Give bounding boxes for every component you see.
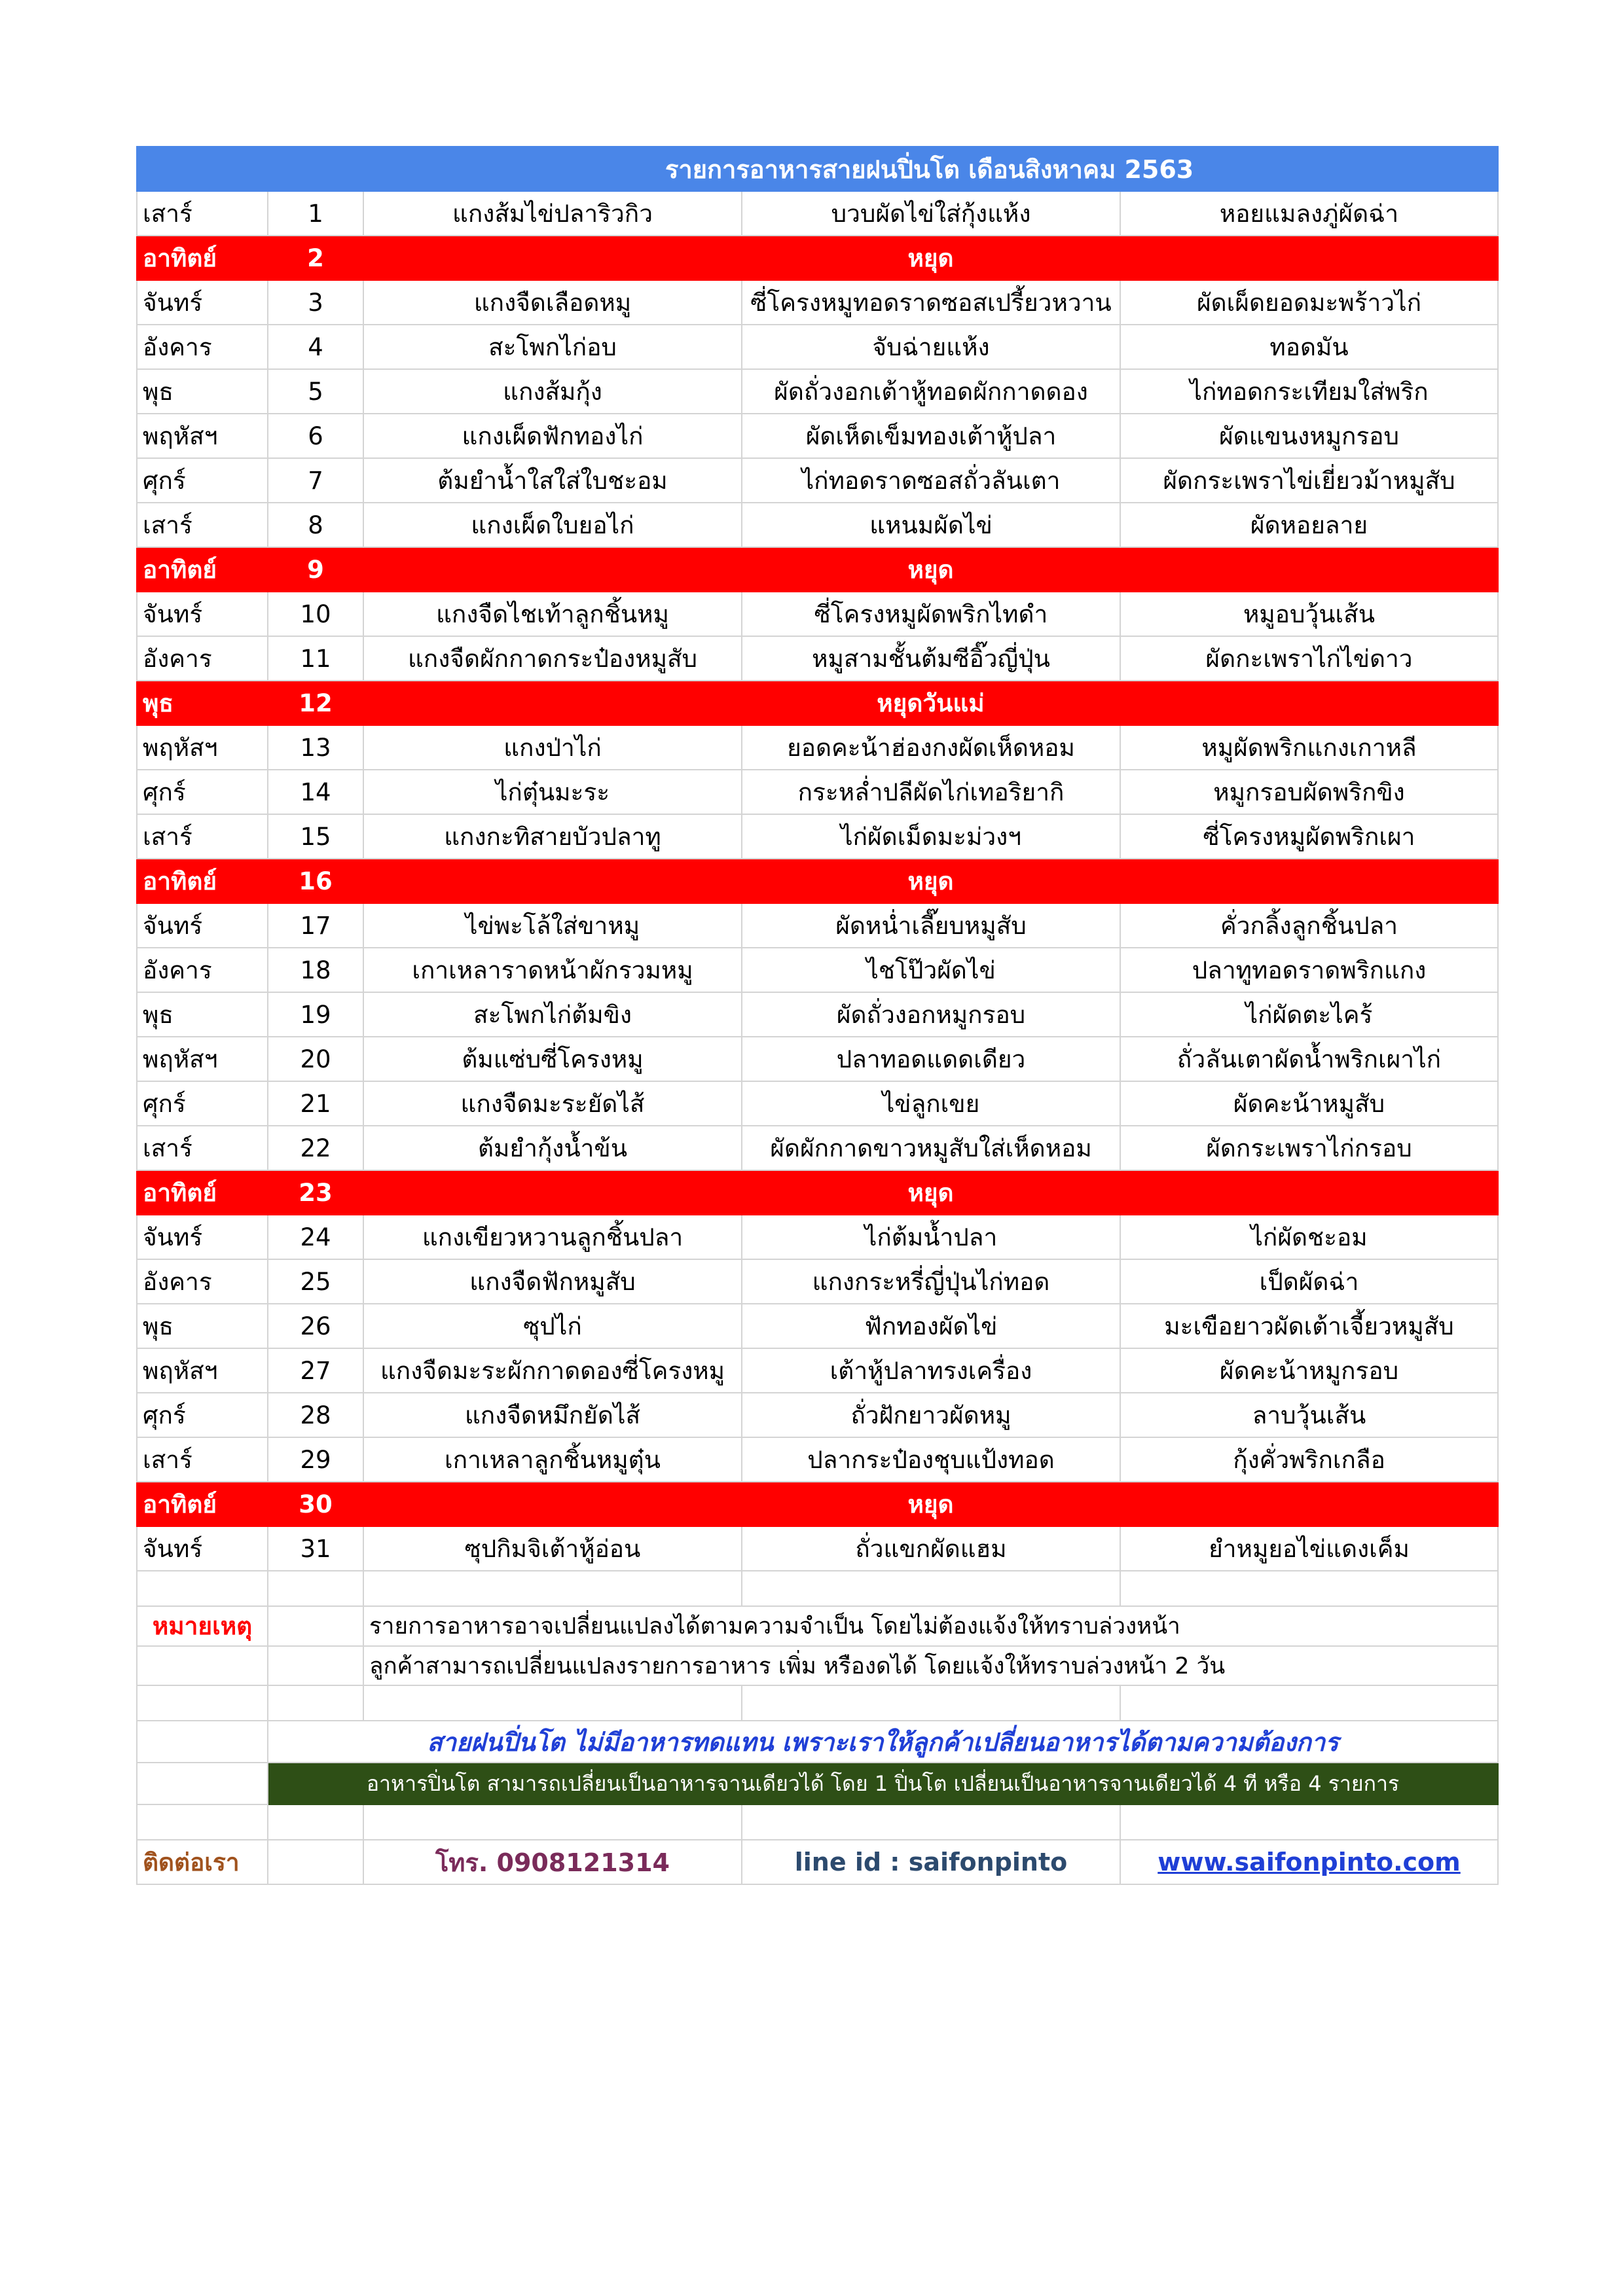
date-cell: 4 bbox=[268, 325, 363, 369]
dish-3-cell: ถั่วลันเตาผัดน้ำพริกเผาไก่ bbox=[1120, 1037, 1498, 1081]
spacer-row bbox=[137, 1685, 1498, 1721]
date-cell: 5 bbox=[268, 369, 363, 414]
date-cell: 27 bbox=[268, 1348, 363, 1393]
dish-1-cell: แกงจืดเลือดหมู bbox=[363, 280, 742, 325]
contact-phone[interactable]: โทร. 0908121314 bbox=[363, 1840, 742, 1884]
notes-row-2 bbox=[137, 1646, 1498, 1685]
dish-1-cell: ต้มแซ่บซี่โครงหมู bbox=[363, 1037, 742, 1081]
date-cell: 7 bbox=[268, 458, 363, 503]
day-cell: ศุกร์ bbox=[137, 770, 268, 814]
menu-row bbox=[137, 280, 1498, 325]
day-cell: อาทิตย์ bbox=[137, 547, 268, 592]
header-cell-date bbox=[268, 147, 363, 191]
date-cell: 30 bbox=[268, 1482, 363, 1526]
dish-1-cell: แกงจืดมะระยัดไส้ bbox=[363, 1081, 742, 1126]
menu-row bbox=[137, 1393, 1498, 1437]
dish-3-cell: ซี่โครงหมูผัดพริกเผา bbox=[1120, 814, 1498, 859]
day-cell: ศุกร์ bbox=[137, 1393, 268, 1437]
dish-2-cell: แกงกระหรี่ญี่ปุ่นไก่ทอด bbox=[742, 1259, 1120, 1304]
dish-3-cell: หมูอบวุ้นเส้น bbox=[1120, 592, 1498, 636]
date-cell: 29 bbox=[268, 1437, 363, 1482]
dish-3-cell: ผัดคะน้าหมูสับ bbox=[1120, 1081, 1498, 1126]
day-cell: จันทร์ bbox=[137, 280, 268, 325]
day-cell: อาทิตย์ bbox=[137, 1170, 268, 1215]
dish-1-cell: สะโพกไก่อบ bbox=[363, 325, 742, 369]
date-cell: 28 bbox=[268, 1393, 363, 1437]
date-cell: 23 bbox=[268, 1170, 363, 1215]
day-cell: อาทิตย์ bbox=[137, 859, 268, 903]
date-cell: 25 bbox=[268, 1259, 363, 1304]
dish-1-cell: เกาเหลาลูกชิ้นหมูตุ๋น bbox=[363, 1437, 742, 1482]
day-cell: พุธ bbox=[137, 1304, 268, 1348]
dish-1-cell: แกงกะทิสายบัวปลาทู bbox=[363, 814, 742, 859]
dish-3-cell: หอยแมลงภู่ผัดฉ่า bbox=[1120, 191, 1498, 236]
dish-1-cell: ซุปไก่ bbox=[363, 1304, 742, 1348]
date-cell: 9 bbox=[268, 547, 363, 592]
dish-3-cell: ผัดคะน้าหมูกรอบ bbox=[1120, 1348, 1498, 1393]
date-cell: 20 bbox=[268, 1037, 363, 1081]
dish-3-cell: ยำหมูยอไข่แดงเค็ม bbox=[1120, 1526, 1498, 1571]
dish-1-cell: แกงส้มไข่ปลาริวกิว bbox=[363, 191, 742, 236]
holiday-row bbox=[137, 1482, 1498, 1526]
dish-2-cell: แหนมผัดไข่ bbox=[742, 503, 1120, 547]
menu-row bbox=[137, 325, 1498, 369]
dish-2-cell: ผัดถั่วงอกเต้าหู้ทอดผักกาดดอง bbox=[742, 369, 1120, 414]
day-cell: เสาร์ bbox=[137, 191, 268, 236]
holiday-label: หยุด bbox=[363, 1170, 1498, 1215]
slogan-row bbox=[137, 1721, 1498, 1763]
contact-line-id[interactable]: line id : saifonpinto bbox=[742, 1840, 1120, 1884]
dish-3-cell: กุ้งคั่วพริกเกลือ bbox=[1120, 1437, 1498, 1482]
menu-row bbox=[137, 592, 1498, 636]
menu-row bbox=[137, 191, 1498, 236]
date-cell: 18 bbox=[268, 948, 363, 992]
dish-2-cell: หมูสามชั้นต้มซีอิ๊วญี่ปุ่น bbox=[742, 636, 1120, 681]
date-cell: 8 bbox=[268, 503, 363, 547]
day-cell: เสาร์ bbox=[137, 814, 268, 859]
dish-1-cell: แกงเผ็ดใบยอไก่ bbox=[363, 503, 742, 547]
date-cell: 16 bbox=[268, 859, 363, 903]
dish-3-cell: ผัดเผ็ดยอดมะพร้าวไก่ bbox=[1120, 280, 1498, 325]
contact-row bbox=[137, 1840, 1498, 1884]
spacer-row bbox=[137, 1571, 1498, 1606]
menu-row bbox=[137, 1081, 1498, 1126]
dish-3-cell: ผัดกะเพราไก่ไข่ดาว bbox=[1120, 636, 1498, 681]
menu-row bbox=[137, 1526, 1498, 1571]
menu-row bbox=[137, 1037, 1498, 1081]
date-cell: 6 bbox=[268, 414, 363, 458]
sheet-title: รายการอาหารสายฝนปิ่นโต เดือนสิงหาคม 2563 bbox=[363, 147, 1498, 191]
menu-row bbox=[137, 1215, 1498, 1259]
date-cell: 11 bbox=[268, 636, 363, 681]
date-cell: 3 bbox=[268, 280, 363, 325]
date-cell: 15 bbox=[268, 814, 363, 859]
menu-row bbox=[137, 992, 1498, 1037]
date-cell: 17 bbox=[268, 903, 363, 948]
menu-table bbox=[136, 146, 1499, 1885]
date-cell: 10 bbox=[268, 592, 363, 636]
dish-1-cell: แกงจืดหมึกยัดไส้ bbox=[363, 1393, 742, 1437]
dish-1-cell: แกงจืดฟักหมูสับ bbox=[363, 1259, 742, 1304]
day-cell: พุธ bbox=[137, 369, 268, 414]
dish-1-cell: ซุปกิมจิเต้าหู้อ่อน bbox=[363, 1526, 742, 1571]
date-cell: 13 bbox=[268, 725, 363, 770]
dish-3-cell: ปลาทูทอดราดพริกแกง bbox=[1120, 948, 1498, 992]
dish-1-cell: เกาเหลาราดหน้าผักรวมหมู bbox=[363, 948, 742, 992]
holiday-row bbox=[137, 859, 1498, 903]
dish-3-cell: ผัดกระเพราไข่เยี่ยวม้าหมูสับ bbox=[1120, 458, 1498, 503]
holiday-label: หยุด bbox=[363, 547, 1498, 592]
day-cell: พฤหัสฯ bbox=[137, 1348, 268, 1393]
day-cell: อังคาร bbox=[137, 1259, 268, 1304]
holiday-label: หยุด bbox=[363, 236, 1498, 280]
dish-1-cell: แกงเขียวหวานลูกชิ้นปลา bbox=[363, 1215, 742, 1259]
dish-3-cell: เป็ดผัดฉ่า bbox=[1120, 1259, 1498, 1304]
dish-2-cell: ถั่วฝักยาวผัดหมู bbox=[742, 1393, 1120, 1437]
menu-row bbox=[137, 414, 1498, 458]
dish-2-cell: ผัดผักกาดขาวหมูสับใส่เห็ดหอม bbox=[742, 1126, 1120, 1170]
day-cell: อังคาร bbox=[137, 636, 268, 681]
dish-2-cell: ยอดคะน้าฮ่องกงผัดเห็ดหอม bbox=[742, 725, 1120, 770]
header-row bbox=[137, 147, 1498, 191]
green-note-text: อาหารปิ่นโต สามารถเปลี่ยนเป็นอาหารจานเดียวได้ โดย 1 ปิ่นโต เปลี่ยนเป็นอาหารจานเดียวได้ 4 ที หรือ 4 รายการ bbox=[268, 1763, 1498, 1804]
day-cell: พฤหัสฯ bbox=[137, 1037, 268, 1081]
day-cell: เสาร์ bbox=[137, 1437, 268, 1482]
date-cell: 19 bbox=[268, 992, 363, 1037]
dish-2-cell: บวบผัดไข่ใส่กุ้งแห้ง bbox=[742, 191, 1120, 236]
dish-3-cell: คั่วกลิ้งลูกชิ้นปลา bbox=[1120, 903, 1498, 948]
date-cell: 26 bbox=[268, 1304, 363, 1348]
menu-row bbox=[137, 369, 1498, 414]
menu-row bbox=[137, 770, 1498, 814]
menu-row bbox=[137, 1304, 1498, 1348]
date-cell: 2 bbox=[268, 236, 363, 280]
menu-row bbox=[137, 1437, 1498, 1482]
notes-line-1: รายการอาหารอาจเปลี่ยนแปลงได้ตามความจำเป็น โดยไม่ต้องแจ้งให้ทราบล่วงหน้า bbox=[363, 1606, 1498, 1646]
notes-line-2: ลูกค้าสามารถเปลี่ยนแปลงรายการอาหาร เพิ่ม หรืองดได้ โดยแจ้งให้ทราบล่วงหน้า 2 วัน bbox=[363, 1646, 1498, 1685]
dish-2-cell: ปลากระป๋องชุบแป้งทอด bbox=[742, 1437, 1120, 1482]
menu-row bbox=[137, 725, 1498, 770]
slogan-text: สายฝนปิ่นโต ไม่มีอาหารทดแทน เพราะเราให้ลูกค้าเปลี่ยนอาหารได้ตามความต้องการ bbox=[268, 1721, 1498, 1763]
dish-3-cell: ไก่ทอดกระเทียมใส่พริก bbox=[1120, 369, 1498, 414]
dish-1-cell: แกงจืดไชเท้าลูกชิ้นหมู bbox=[363, 592, 742, 636]
day-cell: จันทร์ bbox=[137, 1526, 268, 1571]
dish-3-cell: ทอดมัน bbox=[1120, 325, 1498, 369]
dish-3-cell: ผัดหอยลาย bbox=[1120, 503, 1498, 547]
dish-1-cell: แกงจืดมะระผักกาดดองซี่โครงหมู bbox=[363, 1348, 742, 1393]
day-cell: เสาร์ bbox=[137, 503, 268, 547]
dish-2-cell: ไก่ผัดเม็ดมะม่วงฯ bbox=[742, 814, 1120, 859]
dish-1-cell: แกงป่าไก่ bbox=[363, 725, 742, 770]
menu-row bbox=[137, 458, 1498, 503]
day-cell: จันทร์ bbox=[137, 592, 268, 636]
notes-row-1 bbox=[137, 1606, 1498, 1646]
dish-2-cell: ผัดหน่ำเลี๊ยบหมูสับ bbox=[742, 903, 1120, 948]
dish-2-cell: ฟักทองผัดไข่ bbox=[742, 1304, 1120, 1348]
date-cell: 22 bbox=[268, 1126, 363, 1170]
dish-2-cell: ผัดเห็ดเข็มทองเต้าหู้ปลา bbox=[742, 414, 1120, 458]
notes-label: หมายเหตุ bbox=[137, 1606, 268, 1646]
menu-row bbox=[137, 503, 1498, 547]
dish-2-cell: ซี่โครงหมูทอดราดซอสเปรี้ยวหวาน bbox=[742, 280, 1120, 325]
day-cell: เสาร์ bbox=[137, 1126, 268, 1170]
dish-2-cell: ไชโป๊วผัดไข่ bbox=[742, 948, 1120, 992]
date-cell: 24 bbox=[268, 1215, 363, 1259]
holiday-label: หยุด bbox=[363, 859, 1498, 903]
date-cell: 31 bbox=[268, 1526, 363, 1571]
menu-row bbox=[137, 903, 1498, 948]
date-cell: 14 bbox=[268, 770, 363, 814]
menu-sheet bbox=[136, 146, 1497, 1885]
dish-2-cell: ไก่ทอดราดซอสถั่วลันเตา bbox=[742, 458, 1120, 503]
holiday-label: หยุด bbox=[363, 1482, 1498, 1526]
dish-1-cell: ต้มยำกุ้งน้ำข้น bbox=[363, 1126, 742, 1170]
day-cell: อาทิตย์ bbox=[137, 1482, 268, 1526]
dish-3-cell: ไก่ผัดชะอม bbox=[1120, 1215, 1498, 1259]
holiday-row bbox=[137, 681, 1498, 725]
contact-label: ติดต่อเรา bbox=[137, 1840, 268, 1884]
dish-2-cell: ปลาทอดแดดเดียว bbox=[742, 1037, 1120, 1081]
day-cell: พฤหัสฯ bbox=[137, 725, 268, 770]
day-cell: อังคาร bbox=[137, 948, 268, 992]
day-cell: พุธ bbox=[137, 681, 268, 725]
dish-3-cell: ลาบวุ้นเส้น bbox=[1120, 1393, 1498, 1437]
dish-1-cell: ไข่พะโล้ใส่ขาหมู bbox=[363, 903, 742, 948]
dish-1-cell: แกงส้มกุ้ง bbox=[363, 369, 742, 414]
dish-1-cell: แกงจืดผักกาดกระป๋องหมูสับ bbox=[363, 636, 742, 681]
dish-2-cell: กระหล่ำปลีผัดไก่เทอริยากิ bbox=[742, 770, 1120, 814]
day-cell: จันทร์ bbox=[137, 1215, 268, 1259]
day-cell: พุธ bbox=[137, 992, 268, 1037]
dish-1-cell: ต้มยำน้ำใสใส่ใบชะอม bbox=[363, 458, 742, 503]
spacer-row bbox=[137, 1804, 1498, 1840]
holiday-row bbox=[137, 547, 1498, 592]
dish-1-cell: สะโพกไก่ต้มขิง bbox=[363, 992, 742, 1037]
menu-row bbox=[137, 1259, 1498, 1304]
holiday-row bbox=[137, 1170, 1498, 1215]
day-cell: ศุกร์ bbox=[137, 458, 268, 503]
dish-2-cell: เต้าหู้ปลาทรงเครื่อง bbox=[742, 1348, 1120, 1393]
dish-3-cell: ผัดแขนงหมูกรอบ bbox=[1120, 414, 1498, 458]
green-note-row bbox=[137, 1763, 1498, 1804]
day-cell: จันทร์ bbox=[137, 903, 268, 948]
dish-3-cell: หมูผัดพริกแกงเกาหลี bbox=[1120, 725, 1498, 770]
menu-row bbox=[137, 814, 1498, 859]
dish-3-cell: ไก่ผัดตะไคร้ bbox=[1120, 992, 1498, 1037]
holiday-row bbox=[137, 236, 1498, 280]
dish-2-cell: ผัดถั่วงอกหมูกรอบ bbox=[742, 992, 1120, 1037]
header-cell-day bbox=[137, 147, 268, 191]
dish-3-cell: หมูกรอบผัดพริกขิง bbox=[1120, 770, 1498, 814]
date-cell: 21 bbox=[268, 1081, 363, 1126]
contact-website-link[interactable]: www.saifonpinto.com bbox=[1120, 1840, 1498, 1884]
dish-1-cell: ไก่ตุ๋นมะระ bbox=[363, 770, 742, 814]
day-cell: อังคาร bbox=[137, 325, 268, 369]
date-cell: 12 bbox=[268, 681, 363, 725]
day-cell: ศุกร์ bbox=[137, 1081, 268, 1126]
dish-3-cell: มะเขือยาวผัดเต้าเจี้ยวหมูสับ bbox=[1120, 1304, 1498, 1348]
dish-2-cell: ไก่ต้มน้ำปลา bbox=[742, 1215, 1120, 1259]
menu-row bbox=[137, 1348, 1498, 1393]
menu-row bbox=[137, 636, 1498, 681]
dish-2-cell: จับฉ่ายแห้ง bbox=[742, 325, 1120, 369]
day-cell: อาทิตย์ bbox=[137, 236, 268, 280]
dish-1-cell: แกงเผ็ดฟักทองไก่ bbox=[363, 414, 742, 458]
dish-2-cell: ซี่โครงหมูผัดพริกไทดำ bbox=[742, 592, 1120, 636]
day-cell: พฤหัสฯ bbox=[137, 414, 268, 458]
holiday-label: หยุดวันแม่ bbox=[363, 681, 1498, 725]
dish-3-cell: ผัดกระเพราไก่กรอบ bbox=[1120, 1126, 1498, 1170]
dish-2-cell: ถั่วแขกผัดแฮม bbox=[742, 1526, 1120, 1571]
menu-row bbox=[137, 948, 1498, 992]
dish-2-cell: ไข่ลูกเขย bbox=[742, 1081, 1120, 1126]
menu-row bbox=[137, 1126, 1498, 1170]
date-cell: 1 bbox=[268, 191, 363, 236]
